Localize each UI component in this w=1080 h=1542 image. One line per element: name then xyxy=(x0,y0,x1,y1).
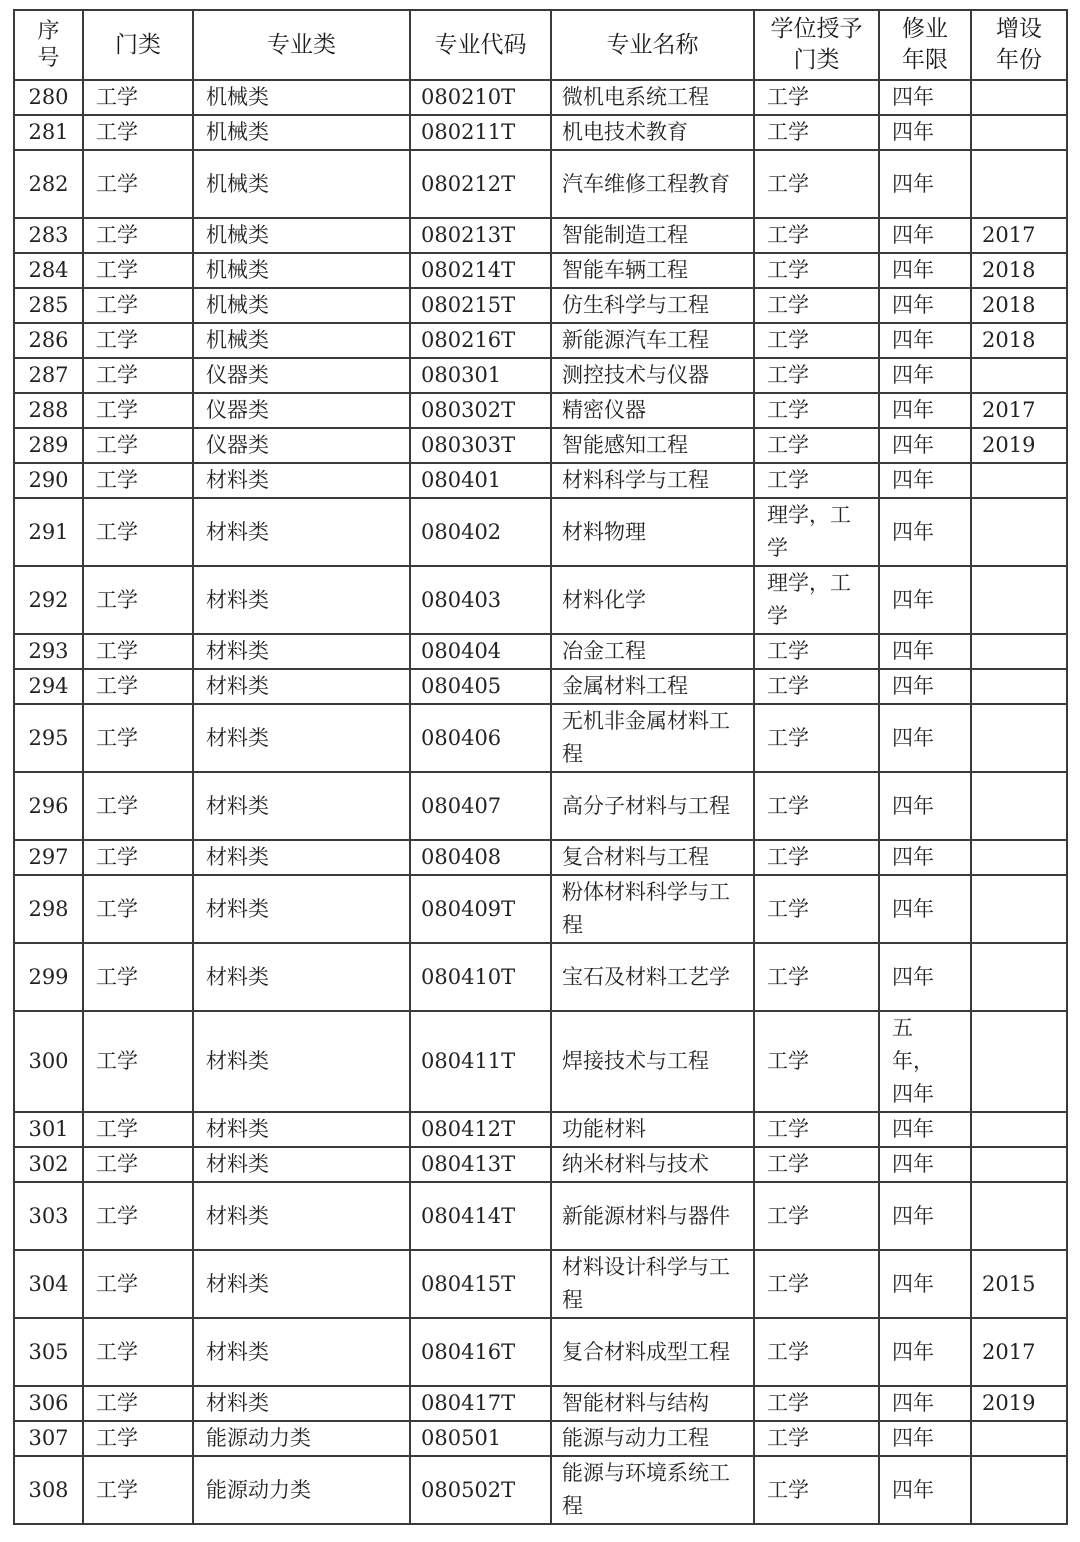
cell-years: 四年 xyxy=(879,323,971,358)
cell-category: 材料类 xyxy=(193,1250,410,1318)
cell-added xyxy=(971,1182,1067,1250)
cell-degree: 工学 xyxy=(754,875,879,943)
cell-name: 仿生科学与工程 xyxy=(551,288,754,323)
cell-degree: 工学 xyxy=(754,772,879,840)
cell-degree: 工学 xyxy=(754,1147,879,1182)
header-row xyxy=(14,10,1067,80)
cell-name: 微机电系统工程 xyxy=(551,80,754,115)
header-door: 门类 xyxy=(83,10,193,80)
cell-no: 297 xyxy=(14,840,83,875)
cell-door: 工学 xyxy=(83,943,193,1011)
cell-degree: 工学 xyxy=(754,323,879,358)
cell-years: 四年 xyxy=(879,288,971,323)
table-row xyxy=(14,704,1067,772)
cell-no: 298 xyxy=(14,875,83,943)
cell-added xyxy=(971,80,1067,115)
cell-no: 299 xyxy=(14,943,83,1011)
cell-degree: 工学 xyxy=(754,1011,879,1112)
cell-code: 080409T xyxy=(410,875,551,943)
cell-no: 287 xyxy=(14,358,83,393)
header-no: 序号 xyxy=(14,10,83,80)
cell-code: 080501 xyxy=(410,1421,551,1456)
cell-no: 301 xyxy=(14,1112,83,1147)
cell-name: 新能源材料与器件 xyxy=(551,1182,754,1250)
cell-door: 工学 xyxy=(83,358,193,393)
cell-category: 仪器类 xyxy=(193,428,410,463)
cell-name: 机电技术教育 xyxy=(551,115,754,150)
cell-added xyxy=(971,669,1067,704)
cell-name: 冶金工程 xyxy=(551,634,754,669)
cell-years: 四年 xyxy=(879,875,971,943)
header-added: 增设年份 xyxy=(971,10,1067,80)
cell-code: 080416T xyxy=(410,1318,551,1386)
cell-code: 080417T xyxy=(410,1386,551,1421)
table-row xyxy=(14,393,1067,428)
cell-name: 能源与环境系统工程 xyxy=(551,1456,754,1524)
cell-category: 材料类 xyxy=(193,1112,410,1147)
cell-door: 工学 xyxy=(83,1250,193,1318)
cell-category: 材料类 xyxy=(193,840,410,875)
cell-name: 智能材料与结构 xyxy=(551,1386,754,1421)
cell-door: 工学 xyxy=(83,1318,193,1386)
table-row xyxy=(14,115,1067,150)
table-row xyxy=(14,1386,1067,1421)
header-category: 专业类 xyxy=(193,10,410,80)
cell-degree: 理学，工学 xyxy=(754,498,879,566)
cell-degree: 工学 xyxy=(754,115,879,150)
cell-years: 四年 xyxy=(879,115,971,150)
cell-years: 四年 xyxy=(879,498,971,566)
cell-door: 工学 xyxy=(83,772,193,840)
cell-no: 284 xyxy=(14,253,83,288)
cell-code: 080415T xyxy=(410,1250,551,1318)
cell-no: 307 xyxy=(14,1421,83,1456)
cell-code: 080413T xyxy=(410,1147,551,1182)
cell-no: 293 xyxy=(14,634,83,669)
table-row xyxy=(14,1011,1067,1112)
cell-added: 2019 xyxy=(971,428,1067,463)
cell-code: 080214T xyxy=(410,253,551,288)
cell-no: 305 xyxy=(14,1318,83,1386)
cell-years: 四年 xyxy=(879,1147,971,1182)
cell-no: 300 xyxy=(14,1011,83,1112)
cell-category: 能源动力类 xyxy=(193,1421,410,1456)
cell-door: 工学 xyxy=(83,634,193,669)
cell-code: 080210T xyxy=(410,80,551,115)
cell-no: 308 xyxy=(14,1456,83,1524)
cell-category: 材料类 xyxy=(193,1011,410,1112)
cell-category: 机械类 xyxy=(193,323,410,358)
cell-category: 机械类 xyxy=(193,150,410,218)
cell-added: 2018 xyxy=(971,323,1067,358)
cell-door: 工学 xyxy=(83,253,193,288)
cell-category: 机械类 xyxy=(193,218,410,253)
cell-added xyxy=(971,772,1067,840)
cell-added xyxy=(971,875,1067,943)
table-row xyxy=(14,80,1067,115)
cell-no: 306 xyxy=(14,1386,83,1421)
cell-added xyxy=(971,115,1067,150)
cell-category: 材料类 xyxy=(193,1182,410,1250)
cell-years: 四年 xyxy=(879,1421,971,1456)
cell-name: 智能制造工程 xyxy=(551,218,754,253)
cell-degree: 工学 xyxy=(754,428,879,463)
cell-code: 080216T xyxy=(410,323,551,358)
cell-name: 高分子材料与工程 xyxy=(551,772,754,840)
cell-no: 292 xyxy=(14,566,83,634)
cell-name: 粉体材料科学与工程 xyxy=(551,875,754,943)
cell-door: 工学 xyxy=(83,669,193,704)
cell-door: 工学 xyxy=(83,498,193,566)
cell-added: 2019 xyxy=(971,1386,1067,1421)
cell-name: 材料设计科学与工程 xyxy=(551,1250,754,1318)
cell-years: 四年 xyxy=(879,1456,971,1524)
cell-door: 工学 xyxy=(83,1112,193,1147)
cell-added xyxy=(971,1011,1067,1112)
cell-name: 功能材料 xyxy=(551,1112,754,1147)
cell-name: 精密仪器 xyxy=(551,393,754,428)
cell-years: 四年 xyxy=(879,772,971,840)
cell-name: 智能车辆工程 xyxy=(551,253,754,288)
cell-category: 材料类 xyxy=(193,704,410,772)
table-row xyxy=(14,288,1067,323)
cell-category: 材料类 xyxy=(193,566,410,634)
cell-degree: 工学 xyxy=(754,358,879,393)
table-row xyxy=(14,1421,1067,1456)
cell-no: 283 xyxy=(14,218,83,253)
cell-years: 四年 xyxy=(879,218,971,253)
cell-door: 工学 xyxy=(83,1386,193,1421)
cell-added xyxy=(971,1456,1067,1524)
cell-door: 工学 xyxy=(83,150,193,218)
cell-no: 296 xyxy=(14,772,83,840)
table-row xyxy=(14,218,1067,253)
cell-door: 工学 xyxy=(83,393,193,428)
cell-degree: 理学，工学 xyxy=(754,566,879,634)
cell-years: 五年，四年 xyxy=(879,1011,971,1112)
cell-degree: 工学 xyxy=(754,253,879,288)
cell-door: 工学 xyxy=(83,1182,193,1250)
cell-name: 无机非金属材料工程 xyxy=(551,704,754,772)
cell-added xyxy=(971,463,1067,498)
cell-category: 机械类 xyxy=(193,288,410,323)
cell-degree: 工学 xyxy=(754,943,879,1011)
header-degree: 学位授予门类 xyxy=(754,10,879,80)
table-row xyxy=(14,253,1067,288)
cell-degree: 工学 xyxy=(754,1112,879,1147)
cell-category: 能源动力类 xyxy=(193,1456,410,1524)
cell-no: 285 xyxy=(14,288,83,323)
cell-no: 282 xyxy=(14,150,83,218)
cell-added: 2017 xyxy=(971,1318,1067,1386)
cell-added: 2018 xyxy=(971,253,1067,288)
cell-code: 080212T xyxy=(410,150,551,218)
cell-door: 工学 xyxy=(83,428,193,463)
cell-name: 宝石及材料工艺学 xyxy=(551,943,754,1011)
cell-name: 金属材料工程 xyxy=(551,669,754,704)
cell-category: 仪器类 xyxy=(193,393,410,428)
table-header xyxy=(14,10,1067,80)
table-row xyxy=(14,323,1067,358)
cell-code: 080502T xyxy=(410,1456,551,1524)
cell-door: 工学 xyxy=(83,463,193,498)
cell-added: 2017 xyxy=(971,218,1067,253)
cell-code: 080213T xyxy=(410,218,551,253)
cell-years: 四年 xyxy=(879,943,971,1011)
cell-door: 工学 xyxy=(83,1147,193,1182)
cell-door: 工学 xyxy=(83,115,193,150)
cell-added xyxy=(971,704,1067,772)
cell-years: 四年 xyxy=(879,253,971,288)
cell-added: 2017 xyxy=(971,393,1067,428)
cell-name: 新能源汽车工程 xyxy=(551,323,754,358)
cell-category: 材料类 xyxy=(193,669,410,704)
cell-code: 080412T xyxy=(410,1112,551,1147)
cell-years: 四年 xyxy=(879,669,971,704)
table-row xyxy=(14,150,1067,218)
table-row xyxy=(14,1112,1067,1147)
cell-name: 焊接技术与工程 xyxy=(551,1011,754,1112)
cell-code: 080302T xyxy=(410,393,551,428)
cell-door: 工学 xyxy=(83,875,193,943)
cell-code: 080414T xyxy=(410,1182,551,1250)
cell-name: 复合材料成型工程 xyxy=(551,1318,754,1386)
cell-code: 080301 xyxy=(410,358,551,393)
cell-degree: 工学 xyxy=(754,1421,879,1456)
cell-door: 工学 xyxy=(83,218,193,253)
cell-degree: 工学 xyxy=(754,393,879,428)
cell-name: 能源与动力工程 xyxy=(551,1421,754,1456)
cell-added xyxy=(971,358,1067,393)
table-row xyxy=(14,498,1067,566)
cell-years: 四年 xyxy=(879,1112,971,1147)
cell-category: 机械类 xyxy=(193,115,410,150)
cell-code: 080215T xyxy=(410,288,551,323)
cell-added xyxy=(971,1147,1067,1182)
majors-table xyxy=(13,9,1068,1525)
cell-years: 四年 xyxy=(879,634,971,669)
cell-category: 材料类 xyxy=(193,1318,410,1386)
cell-no: 303 xyxy=(14,1182,83,1250)
cell-code: 080401 xyxy=(410,463,551,498)
cell-name: 纳米材料与技术 xyxy=(551,1147,754,1182)
cell-degree: 工学 xyxy=(754,1318,879,1386)
cell-no: 304 xyxy=(14,1250,83,1318)
cell-door: 工学 xyxy=(83,566,193,634)
table-row xyxy=(14,566,1067,634)
table-row xyxy=(14,428,1067,463)
cell-no: 288 xyxy=(14,393,83,428)
cell-degree: 工学 xyxy=(754,1250,879,1318)
cell-years: 四年 xyxy=(879,840,971,875)
cell-code: 080404 xyxy=(410,634,551,669)
cell-code: 080406 xyxy=(410,704,551,772)
table-row xyxy=(14,772,1067,840)
cell-degree: 工学 xyxy=(754,1456,879,1524)
cell-code: 080211T xyxy=(410,115,551,150)
cell-degree: 工学 xyxy=(754,704,879,772)
cell-code: 080411T xyxy=(410,1011,551,1112)
table-row xyxy=(14,875,1067,943)
cell-years: 四年 xyxy=(879,1250,971,1318)
cell-category: 机械类 xyxy=(193,80,410,115)
cell-degree: 工学 xyxy=(754,840,879,875)
cell-door: 工学 xyxy=(83,1456,193,1524)
table-row xyxy=(14,1250,1067,1318)
cell-degree: 工学 xyxy=(754,150,879,218)
cell-name: 智能感知工程 xyxy=(551,428,754,463)
cell-degree: 工学 xyxy=(754,463,879,498)
cell-door: 工学 xyxy=(83,288,193,323)
cell-category: 仪器类 xyxy=(193,358,410,393)
cell-no: 289 xyxy=(14,428,83,463)
cell-added xyxy=(971,150,1067,218)
cell-years: 四年 xyxy=(879,463,971,498)
cell-degree: 工学 xyxy=(754,634,879,669)
cell-added xyxy=(971,566,1067,634)
table-row xyxy=(14,840,1067,875)
cell-degree: 工学 xyxy=(754,218,879,253)
table-body xyxy=(14,80,1067,1524)
cell-door: 工学 xyxy=(83,704,193,772)
cell-added xyxy=(971,634,1067,669)
cell-code: 080303T xyxy=(410,428,551,463)
cell-years: 四年 xyxy=(879,80,971,115)
cell-degree: 工学 xyxy=(754,288,879,323)
cell-added: 2018 xyxy=(971,288,1067,323)
cell-category: 材料类 xyxy=(193,463,410,498)
cell-door: 工学 xyxy=(83,840,193,875)
cell-years: 四年 xyxy=(879,1318,971,1386)
cell-years: 四年 xyxy=(879,428,971,463)
cell-years: 四年 xyxy=(879,358,971,393)
cell-category: 材料类 xyxy=(193,772,410,840)
cell-code: 080408 xyxy=(410,840,551,875)
cell-no: 302 xyxy=(14,1147,83,1182)
cell-degree: 工学 xyxy=(754,669,879,704)
cell-added: 2015 xyxy=(971,1250,1067,1318)
cell-added xyxy=(971,1112,1067,1147)
cell-name: 汽车维修工程教育 xyxy=(551,150,754,218)
cell-no: 286 xyxy=(14,323,83,358)
cell-degree: 工学 xyxy=(754,1386,879,1421)
table-row xyxy=(14,943,1067,1011)
cell-degree: 工学 xyxy=(754,80,879,115)
cell-code: 080407 xyxy=(410,772,551,840)
cell-years: 四年 xyxy=(879,566,971,634)
cell-category: 材料类 xyxy=(193,875,410,943)
cell-degree: 工学 xyxy=(754,1182,879,1250)
cell-added xyxy=(971,498,1067,566)
cell-name: 测控技术与仪器 xyxy=(551,358,754,393)
cell-door: 工学 xyxy=(83,1421,193,1456)
cell-door: 工学 xyxy=(83,1011,193,1112)
table-row xyxy=(14,1147,1067,1182)
cell-added xyxy=(971,840,1067,875)
cell-years: 四年 xyxy=(879,1386,971,1421)
table-row xyxy=(14,634,1067,669)
cell-category: 材料类 xyxy=(193,943,410,1011)
table-row xyxy=(14,358,1067,393)
cell-category: 机械类 xyxy=(193,253,410,288)
header-code: 专业代码 xyxy=(410,10,551,80)
cell-code: 080403 xyxy=(410,566,551,634)
table-row xyxy=(14,1182,1067,1250)
table-row xyxy=(14,1456,1067,1524)
cell-category: 材料类 xyxy=(193,634,410,669)
cell-name: 材料科学与工程 xyxy=(551,463,754,498)
cell-code: 080402 xyxy=(410,498,551,566)
cell-years: 四年 xyxy=(879,393,971,428)
table-row xyxy=(14,669,1067,704)
header-name: 专业名称 xyxy=(551,10,754,80)
table-row xyxy=(14,1318,1067,1386)
cell-code: 080405 xyxy=(410,669,551,704)
table-row xyxy=(14,463,1067,498)
cell-no: 295 xyxy=(14,704,83,772)
cell-added xyxy=(971,943,1067,1011)
cell-years: 四年 xyxy=(879,704,971,772)
cell-name: 材料物理 xyxy=(551,498,754,566)
cell-name: 材料化学 xyxy=(551,566,754,634)
cell-no: 290 xyxy=(14,463,83,498)
cell-no: 280 xyxy=(14,80,83,115)
cell-name: 复合材料与工程 xyxy=(551,840,754,875)
cell-no: 281 xyxy=(14,115,83,150)
cell-category: 材料类 xyxy=(193,1147,410,1182)
cell-door: 工学 xyxy=(83,80,193,115)
cell-code: 080410T xyxy=(410,943,551,1011)
cell-no: 294 xyxy=(14,669,83,704)
header-years: 修业年限 xyxy=(879,10,971,80)
cell-years: 四年 xyxy=(879,150,971,218)
cell-no: 291 xyxy=(14,498,83,566)
cell-category: 材料类 xyxy=(193,498,410,566)
cell-years: 四年 xyxy=(879,1182,971,1250)
cell-category: 材料类 xyxy=(193,1386,410,1421)
cell-added xyxy=(971,1421,1067,1456)
cell-door: 工学 xyxy=(83,323,193,358)
